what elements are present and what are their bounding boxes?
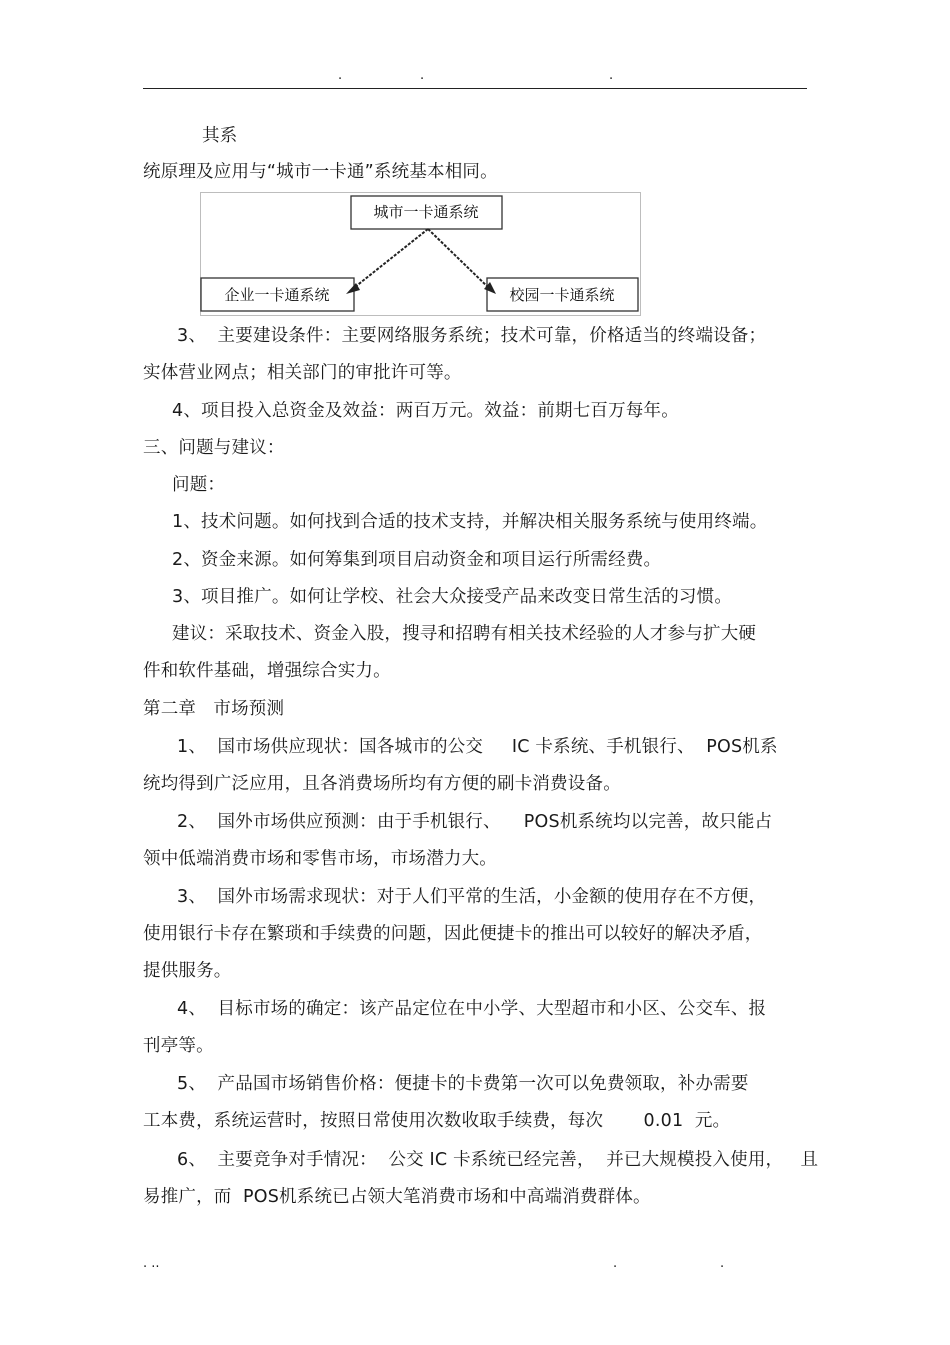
paragraph: 统均得到广泛应用，且各消费场所均有方便的刷卡消费设备。 (143, 774, 621, 794)
diagram-arrow-left (350, 229, 428, 291)
paragraph: 3、项目推广。如何让学校、社会大众接受产品来改变日常生活的习惯。 (172, 587, 733, 607)
paragraph: 4、项目投入总资金及效益：两百万元。效益：前期七百万每年。 (172, 401, 679, 421)
footer-dots-left: . .. (143, 1256, 160, 1271)
paragraph: 1、技术问题。如何找到合适的技术支持，并解决相关服务系统与使用终端。 (172, 512, 768, 532)
diagram-label-right: 校园一卡通系统 (509, 286, 615, 304)
header-dot: . (609, 68, 614, 83)
paragraph: 提供服务。 (143, 961, 232, 981)
chapter-heading: 第二章 市场预测 (143, 699, 285, 719)
paragraph: 件和软件基础，增强综合实力。 (143, 661, 391, 681)
footer-dot-right: . (720, 1256, 725, 1271)
paragraph: 使用银行卡存在繁琐和手续费的问题，因此便捷卡的推出可以较好的解决矛盾， (143, 924, 763, 944)
diagram-label-left: 企业一卡通系统 (224, 286, 330, 304)
paragraph: 4、 目标市场的确定：该产品定位在中小学、大型超市和小区、公交车、报 (177, 999, 767, 1019)
header-dot: . (338, 68, 343, 83)
paragraph: 6、 主要竞争对手情况： 公交 IC 卡系统已经完善， 并已大规模投入使用， 且 (177, 1150, 819, 1170)
header-dots (0, 68, 950, 82)
diagram-label-top: 城市一卡通系统 (373, 203, 479, 221)
paragraph: 1、 国市场供应现状：国各城市的公交 IC 卡系统、手机银行、 POS机系 (177, 737, 778, 757)
paragraph: 统原理及应用与“城市一卡通”系统基本相同。 (143, 162, 498, 182)
paragraph: 刊亭等。 (143, 1036, 214, 1056)
paragraph: 实体营业网点；相关部门的审批许可等。 (143, 363, 462, 383)
header-rule (143, 88, 807, 89)
header-dot: . (420, 68, 425, 83)
paragraph: 工本费，系统运营时，按照日常使用次数收取手续费，每次 0.01 元。 (143, 1111, 731, 1131)
paragraph: 2、资金来源。如何筹集到项目启动资金和项目运行所需经费。 (172, 550, 662, 570)
paragraph: 2、 国外市场供应预测：由于手机银行、 POS机系统均以完善，故只能占 (177, 812, 773, 832)
paragraph: 其系 (202, 126, 238, 146)
footer-dot-mid: . (613, 1256, 618, 1271)
paragraph: 领中低端消费市场和零售市场，市场潜力大。 (143, 849, 497, 869)
section-heading: 三、问题与建议： (143, 438, 285, 458)
paragraph: 5、 产品国市场销售价格：便捷卡的卡费第一次可以免费领取，补办需要 (177, 1074, 749, 1094)
paragraph: 易推广，而 POS机系统已占领大笔消费市场和中高端消费群体。 (143, 1187, 651, 1207)
system-diagram (200, 192, 641, 316)
paragraph: 建议：采取技术、资金入股，搜寻和招聘有相关技术经验的人才参与扩大硬 (172, 624, 757, 644)
paragraph: 3、 国外市场需求现状：对于人们平常的生活，小金额的使用存在不方便， (177, 887, 767, 907)
diagram-arrow-right (428, 229, 492, 291)
paragraph: 3、 主要建设条件：主要网络服务系统；技术可靠，价格适当的终端设备； (177, 326, 767, 346)
paragraph: 问题： (172, 475, 226, 495)
